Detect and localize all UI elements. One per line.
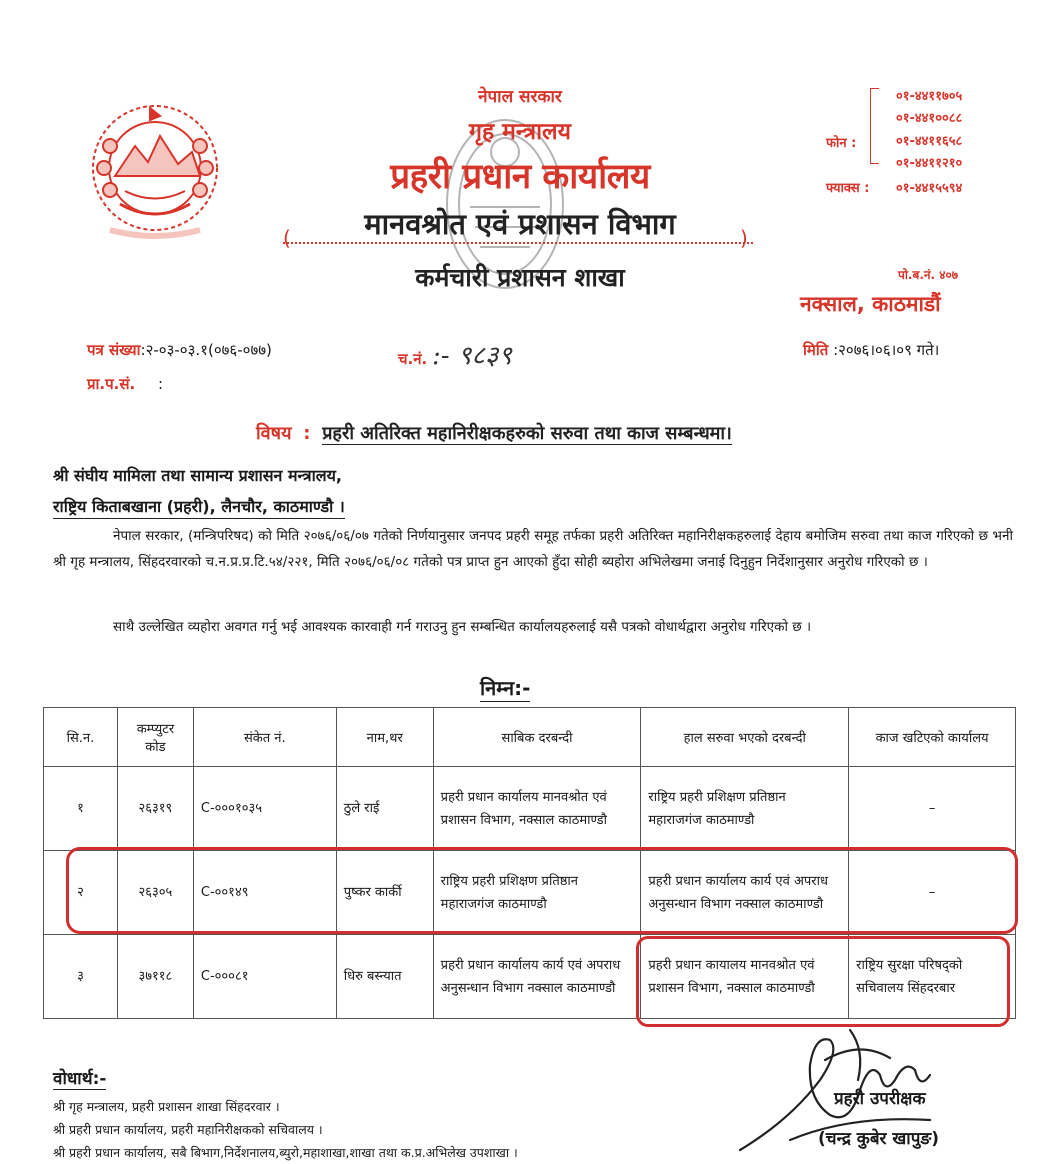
table-cell: प्रहरी प्रधान कार्यालय कार्य एवं अपराध अनुसन्धान विभाग नक्साल काठमाण्डौ — [641, 851, 849, 935]
table-cell: २ — [44, 851, 118, 935]
recipient-line-1: श्री संघीय मामिला तथा सामान्य प्रशासन मन्त्रालय, — [53, 466, 342, 485]
highlight-box-row-3 — [636, 936, 1010, 1027]
table-cell: C-००१४९ — [193, 851, 336, 935]
table-cell: २६३१९ — [117, 767, 193, 851]
phone-bracket — [870, 88, 879, 164]
table-cell: राष्ट्रिय प्रहरी प्रशिक्षण प्रतिष्ठान महाराजगंज काठमाण्डौ — [641, 767, 849, 851]
table-row — [44, 767, 1016, 851]
column-header: नाम,थर — [336, 708, 433, 767]
paren-left: ( — [283, 226, 291, 250]
cc-line: श्री प्रहरी प्रधान कार्यालय, प्रहरी महानिरीक्षकको सचिवालय । — [53, 1122, 323, 1137]
phone-label: फोन : — [826, 136, 857, 151]
dispatch-number — [398, 336, 512, 372]
dispatch-number-label: च.नं. — [398, 350, 428, 368]
table-cell: ठुले राई — [336, 767, 433, 851]
letter-number — [87, 340, 272, 360]
table-cell: – — [849, 767, 1016, 851]
table-cell: धिरु बस्न्यात — [336, 935, 433, 1019]
paren-right: ) — [740, 226, 748, 250]
section-title: कर्मचारी प्रशासन शाखा — [415, 263, 625, 292]
list-heading: निम्न:- — [480, 676, 531, 700]
reference-label: प्रा.प.सं. — [87, 375, 136, 393]
body-paragraph-2-text: साथै उल्लेखित व्यहोरा अवगत गर्नु भई आवश्यक कारवाही गर्न गराउनु हुन सम्बन्धित कार्यालयहरुलाई यसै पत्रको वोधार्थद्वारा अनुरोध गरिएको छ । — [113, 619, 812, 635]
table-cell: १ — [44, 767, 118, 851]
date-value: :२०७६।०६।०९ गते। — [833, 341, 940, 359]
column-header: साबिक दरबन्दी — [433, 708, 641, 767]
table-cell: ३ — [44, 935, 118, 1019]
department-title: मानवश्रोत एवं प्रशासन विभाग — [364, 207, 676, 241]
phone-number: ०१-४४११७०५ — [896, 89, 963, 104]
table-cell: C-०००१०३५ — [193, 767, 336, 851]
table-cell: राष्ट्रिय प्रहरी प्रशिक्षण प्रतिष्ठान महाराजगंज काठमाण्डौ — [433, 851, 641, 935]
column-header: काज खटिएको कार्यालय — [849, 708, 1016, 767]
letter-number-value: :२-०३-०३.१(०७६-०७७) — [140, 341, 272, 359]
body-paragraph-1 — [53, 523, 1013, 575]
dotted-divider — [283, 242, 753, 244]
letter-date — [803, 340, 939, 360]
phone-number: ०१-४४११२१० — [896, 156, 963, 171]
subject-label: विषय — [256, 423, 292, 444]
table-cell: ३७११८ — [117, 935, 193, 1019]
subject-colon: : — [303, 423, 311, 444]
table-cell: प्रहरी प्रधान कार्यालय कार्य एवं अपराध अनुसन्धान विभाग नक्साल काठमाण्डौ — [433, 935, 641, 1019]
table-cell: प्रहरी प्रधान कार्यालय मानवश्रोत एवं प्रशासन विभाग, नक्साल काठमाण्डौ — [433, 767, 641, 851]
signatory-title: प्रहरी उपरीक्षक — [834, 1089, 926, 1109]
table-cell: पुष्कर कार्की — [336, 851, 433, 935]
table-cell: – — [849, 851, 1016, 935]
po-box: पो.ब.नं. ४०७ — [898, 268, 959, 282]
table-cell: २६३०५ — [117, 851, 193, 935]
table-header-row — [44, 708, 1016, 767]
office-address: नक्साल, काठमाडौं — [800, 292, 941, 316]
cc-line: श्री प्रहरी प्रधान कार्यालय, सबै बिभाग,निर्देशनालय,ब्युरो,महाशाखा,शाखा तथा क.प्र.अभिलेख उपशाखा । — [53, 1145, 518, 1160]
column-header: संकेत नं. — [193, 708, 336, 767]
subject-text: प्रहरी अतिरिक्त महानिरीक्षकहरुको सरुवा तथा काज सम्बन्धमा। — [322, 423, 732, 444]
highlight-box-row-2 — [66, 847, 1018, 934]
fax-number: ०१-४४१५५९४ — [896, 181, 963, 196]
phone-number: ०१-४४११६५८ — [896, 134, 963, 149]
office-title: प्रहरी प्रधान कार्यालय — [390, 157, 650, 197]
recipient-line-2: राष्ट्रिय किताबखाना (प्रहरी), लैनचौर, काठमाण्डौ । — [53, 495, 345, 519]
reference-number — [87, 374, 163, 394]
column-header: सि.न. — [44, 708, 118, 767]
letter-number-label: पत्र संख्या — [87, 341, 141, 359]
body-paragraph-2 — [53, 614, 1013, 640]
ministry-label: गृह मन्त्रालय — [469, 119, 571, 145]
table-cell: प्रहरी प्रधान कायालय मानवश्रोत एवं प्रशासन विभाग, नक्साल काठमाण्डौ — [641, 935, 849, 1019]
nepal-government-emblem — [80, 96, 230, 246]
signatory-name: (चन्द्र कुबेर खापुङ) — [818, 1129, 939, 1149]
table-cell: राष्ट्रिय सुरक्षा परिषद्को सचिवालय सिंहदरबार — [849, 935, 1016, 1019]
cc-line: श्री गृह मन्त्रालय, प्रहरी प्रशासन शाखा सिंहदरवार । — [53, 1099, 280, 1114]
phone-number: ०१-४४१००८८ — [896, 111, 963, 126]
body-paragraph-1-text: नेपाल सरकार, (मन्त्रिपरिषद) को मिति २०७६/०६/०७ गतेको निर्णयानुसार जनपद प्रहरी समूह तर्फका प्रहरी अतिरिक्त महानिरीक्षकहरुलाई देहाय बमोजिम सरुवा तथा काज गरिएको छ भनी श्री गृह मन्त्रालय, सिंहदरवारको च.न.प्र.प्र.टि.५४/२२१, मिति २०७६/०६/०८ गतेको पत्र प्राप्त हुन आएको हुँदा सोही ब्यहोरा अभिलेखमा जनाई दिनुहुन निर्देशानुसार अनुरोध गरिएको छ । — [53, 528, 1013, 570]
subject-line — [256, 421, 732, 445]
table-cell: C-०००८१ — [193, 935, 336, 1019]
fax-label: फ्याक्स : — [826, 181, 870, 196]
date-label: मिति — [803, 341, 829, 359]
government-label: नेपाल सरकार — [478, 87, 562, 107]
column-header: हाल सरुवा भएको दरबन्दी — [641, 708, 849, 767]
dispatch-number-value: :- ९८३९ — [432, 341, 512, 371]
cc-heading: वोधार्थ:- — [53, 1066, 106, 1090]
reference-value: : — [157, 375, 164, 393]
column-header: कम्प्युटर कोड — [117, 708, 193, 767]
